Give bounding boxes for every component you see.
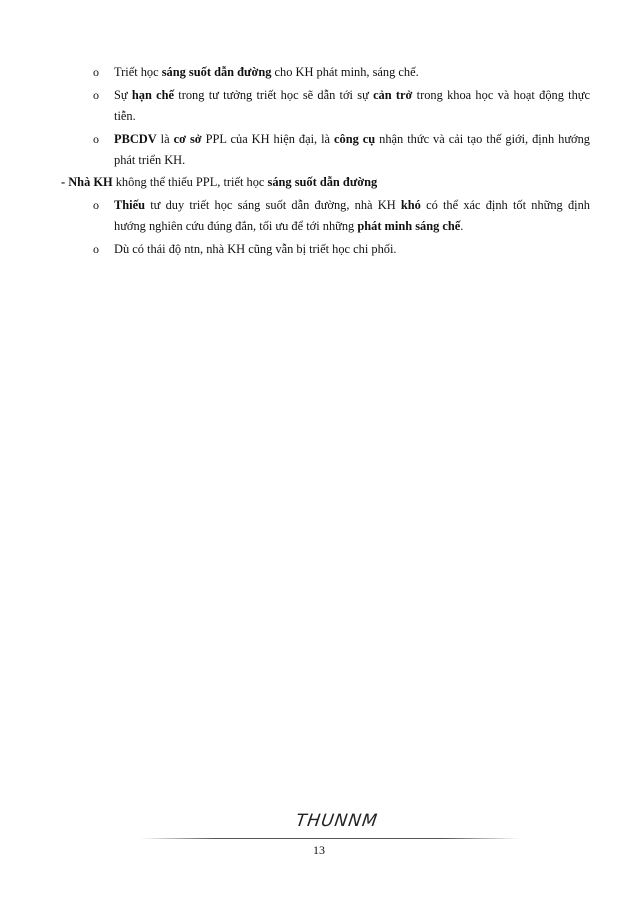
list-bullet: o [93, 88, 99, 102]
footer-signature: THUNNM [294, 811, 380, 831]
page-number: 13 [313, 843, 325, 857]
list-item-2: Sự hạn chế trong tư tưởng triết học sẽ dẫn tới sự cản trở trong khoa học và hoạt động thực [114, 88, 591, 102]
list-bullet: o [93, 132, 99, 146]
list-item-3-continued: phát triển KH. [114, 153, 186, 167]
list-bullet: o [93, 65, 99, 79]
list-item-6: Dù có thái độ ntn, nhà KH cũng vẫn bị triết học chi phối. [114, 242, 397, 256]
list-item-2-continued: tiễn. [114, 109, 136, 123]
list-item-1: Triết học sáng suốt dẫn đường cho KH phát minh, sáng chế. [114, 65, 419, 79]
list-bullet: o [93, 242, 99, 256]
dash-item: - Nhà KH không thể thiếu PPL, triết học sáng suốt dẫn đường [61, 175, 378, 189]
list-item-5: Thiếu tư duy triết học sáng suốt dẫn đường, nhà KH khó có thể xác định tốt những định [114, 198, 590, 212]
list-item-3: PBCDV là cơ sở PPL của KH hiện đại, là công cụ nhận thức và cải tạo thế giới, định hướng [114, 132, 590, 146]
footer-divider [140, 838, 520, 839]
list-item-5-continued: hướng nghiên cứu đúng đắn, tối ưu để tới những phát minh sáng chế. [114, 219, 464, 233]
list-bullet: o [93, 198, 99, 212]
